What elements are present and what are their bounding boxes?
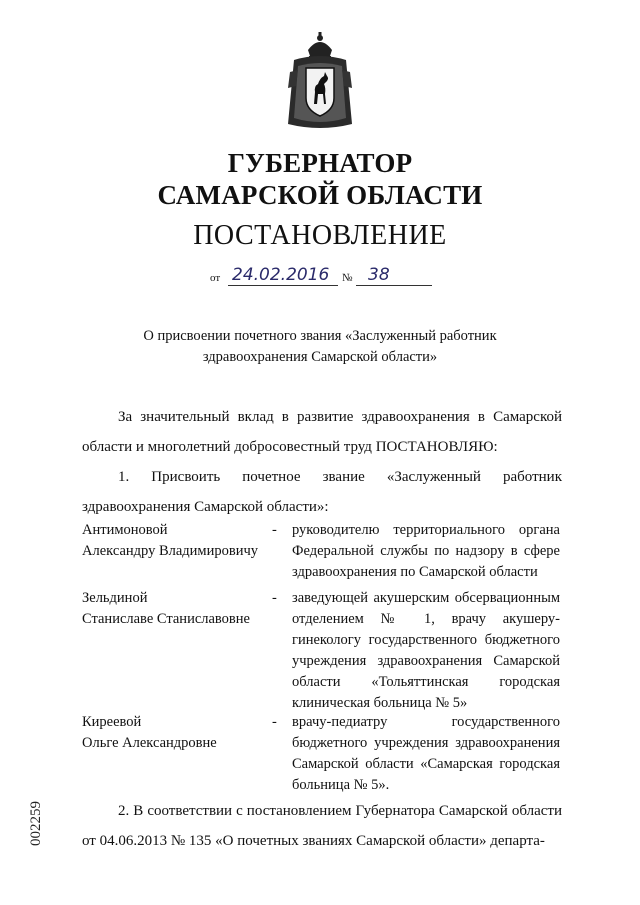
awardee-dash: -	[272, 590, 277, 606]
date-underline	[228, 285, 338, 286]
preamble-text	[82, 402, 562, 462]
item1-content: 1. Присвоить почетное звание «Заслуженный работник здравоохранения Самарской области»:	[82, 469, 562, 515]
document-number: 38	[368, 265, 390, 285]
awardee-name	[82, 712, 272, 754]
issuer-title-line2: САМАРСКОЙ ОБЛАСТИ	[157, 180, 483, 210]
document-date: 24.02.2016	[232, 265, 330, 285]
awardee-entry	[0, 520, 640, 590]
awardee-name	[82, 520, 272, 562]
awardee-surname: Зельдиной	[82, 590, 148, 606]
awardee-surname: Антимоновой	[82, 522, 168, 538]
coat-of-arms-icon	[284, 32, 356, 132]
awardee-dash: -	[272, 522, 277, 538]
issuer-title-line1: ГУБЕРНАТОР	[227, 148, 413, 178]
subject-line2: здравоохранения Самарской области»	[202, 349, 438, 365]
awardee-entry	[0, 588, 640, 711]
number-label: №	[342, 272, 353, 284]
awardee-entry	[0, 712, 640, 792]
item2-content: 2. В соответствии с постановлением Губернатора Самарской области от 04.06.2013 № 135 «О почетных званиях Самарской области» департа-	[82, 803, 562, 849]
date-prefix: от	[210, 272, 221, 284]
document-date-number	[210, 266, 440, 288]
margin-serial-number	[28, 776, 52, 846]
document-subject	[0, 326, 640, 368]
awardee-given-names: Станиславе Станиславовне	[82, 611, 250, 627]
subject-line1: О присвоении почетного звания «Заслуженный работник	[143, 328, 497, 344]
awardee-surname: Киреевой	[82, 714, 142, 730]
item2-text	[82, 796, 562, 856]
document-type: ПОСТАНОВЛЕНИЕ	[193, 220, 447, 251]
awardee-given-names: Александру Владимировичу	[82, 543, 259, 559]
awardee-given-names: Ольге Александровне	[82, 735, 217, 751]
awardee-dash: -	[272, 714, 277, 730]
margin-serial-text: 002259	[28, 801, 44, 846]
awardee-position: врачу-педиатру государственного бюджетного учреждения здравоохранения Самарской области «Самарская городская больница № 5».	[292, 714, 560, 793]
preamble-block	[82, 402, 562, 522]
awardee-name	[82, 588, 272, 630]
awardee-position: руководителю территориального органа Федеральной службы по надзору в сфере здравоохранения по Самарской области	[292, 522, 560, 580]
awardee-position: заведующей акушерским обсервационным отделением № 1, врачу акушеру-гинекологу государственного бюджетного учреждения здравоохранения Самарской области «Тольяттинская городская клиническая больница № 5»	[292, 590, 560, 711]
item2-block	[82, 796, 562, 856]
preamble-content: За значительный вклад в развитие здравоохранения в Самарской области и многолетний добросовестный труд ПОСТАНОВЛЯЮ:	[82, 409, 562, 455]
item1-text	[82, 462, 562, 522]
number-underline	[356, 285, 432, 286]
